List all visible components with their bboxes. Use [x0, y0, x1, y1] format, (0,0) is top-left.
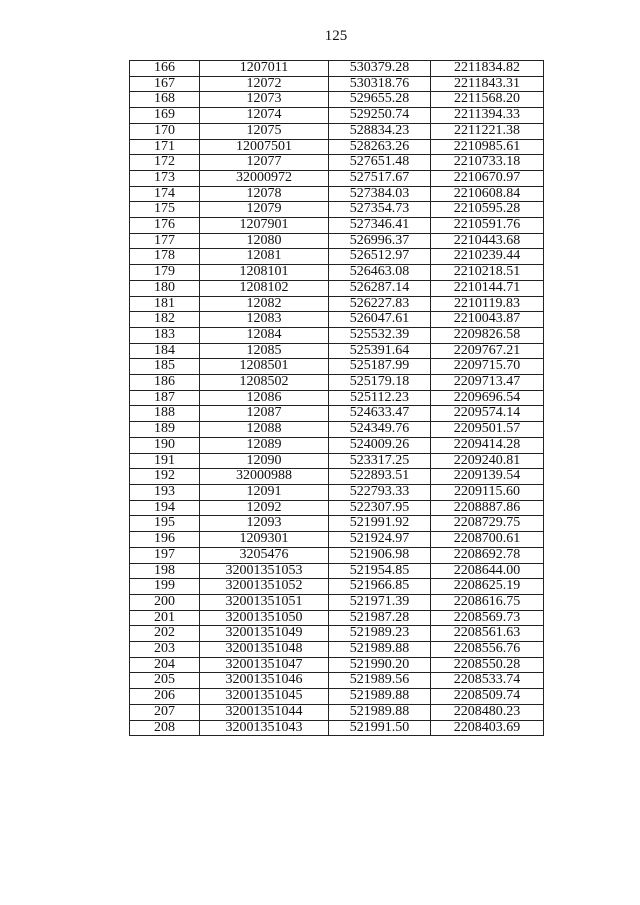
table-row: [130, 375, 544, 391]
y-coordinate-cell: 2208700.61: [431, 532, 544, 548]
y-coordinate-cell: 2208533.74: [431, 673, 544, 689]
x-coordinate-cell: 521989.88: [329, 689, 431, 705]
x-coordinate-cell: 521991.50: [329, 720, 431, 736]
row-number-cell: 183: [130, 327, 200, 343]
point-id-cell: 12091: [200, 484, 329, 500]
y-coordinate-cell: 2209139.54: [431, 469, 544, 485]
row-number-cell: 205: [130, 673, 200, 689]
row-number-cell: 169: [130, 108, 200, 124]
table-row: [130, 108, 544, 124]
table-row: [130, 626, 544, 642]
y-coordinate-cell: 2210985.61: [431, 139, 544, 155]
x-coordinate-cell: 524633.47: [329, 406, 431, 422]
table-body: [130, 61, 544, 736]
point-id-cell: 1208501: [200, 359, 329, 375]
y-coordinate-cell: 2209115.60: [431, 484, 544, 500]
y-coordinate-cell: 2210144.71: [431, 280, 544, 296]
x-coordinate-cell: 530379.28: [329, 61, 431, 77]
point-id-cell: 32001351044: [200, 704, 329, 720]
x-coordinate-cell: 526047.61: [329, 312, 431, 328]
table-row: [130, 516, 544, 532]
point-id-cell: 12077: [200, 155, 329, 171]
x-coordinate-cell: 521991.92: [329, 516, 431, 532]
row-number-cell: 203: [130, 642, 200, 658]
x-coordinate-cell: 521971.39: [329, 594, 431, 610]
row-number-cell: 182: [130, 312, 200, 328]
row-number-cell: 187: [130, 390, 200, 406]
table-row: [130, 280, 544, 296]
x-coordinate-cell: 526227.83: [329, 296, 431, 312]
x-coordinate-cell: 521924.97: [329, 532, 431, 548]
point-id-cell: 12092: [200, 500, 329, 516]
table-row: [130, 422, 544, 438]
table-row: [130, 673, 544, 689]
table-row: [130, 233, 544, 249]
row-number-cell: 179: [130, 265, 200, 281]
x-coordinate-cell: 525532.39: [329, 327, 431, 343]
row-number-cell: 197: [130, 547, 200, 563]
point-id-cell: 12085: [200, 343, 329, 359]
x-coordinate-cell: 522307.95: [329, 500, 431, 516]
row-number-cell: 200: [130, 594, 200, 610]
y-coordinate-cell: 2209713.47: [431, 375, 544, 391]
y-coordinate-cell: 2211568.20: [431, 92, 544, 108]
point-id-cell: 12075: [200, 123, 329, 139]
y-coordinate-cell: 2209240.81: [431, 453, 544, 469]
y-coordinate-cell: 2208561.63: [431, 626, 544, 642]
x-coordinate-cell: 524009.26: [329, 437, 431, 453]
row-number-cell: 167: [130, 76, 200, 92]
row-number-cell: 166: [130, 61, 200, 77]
y-coordinate-cell: 2209826.58: [431, 327, 544, 343]
point-id-cell: 32001351043: [200, 720, 329, 736]
point-id-cell: 12072: [200, 76, 329, 92]
y-coordinate-cell: 2209501.57: [431, 422, 544, 438]
x-coordinate-cell: 521989.88: [329, 642, 431, 658]
x-coordinate-cell: 526512.97: [329, 249, 431, 265]
row-number-cell: 208: [130, 720, 200, 736]
x-coordinate-cell: 529655.28: [329, 92, 431, 108]
x-coordinate-cell: 522793.33: [329, 484, 431, 500]
row-number-cell: 177: [130, 233, 200, 249]
x-coordinate-cell: 527346.41: [329, 218, 431, 234]
row-number-cell: 198: [130, 563, 200, 579]
point-id-cell: 12074: [200, 108, 329, 124]
point-id-cell: 32001351049: [200, 626, 329, 642]
y-coordinate-cell: 2209696.54: [431, 390, 544, 406]
x-coordinate-cell: 527517.67: [329, 170, 431, 186]
page-number: 125: [324, 28, 348, 44]
table-row: [130, 579, 544, 595]
table-row: [130, 92, 544, 108]
x-coordinate-cell: 521954.85: [329, 563, 431, 579]
y-coordinate-cell: 2210670.97: [431, 170, 544, 186]
table-row: [130, 453, 544, 469]
point-id-cell: 12007501: [200, 139, 329, 155]
point-id-cell: 12088: [200, 422, 329, 438]
point-id-cell: 1209301: [200, 532, 329, 548]
y-coordinate-cell: 2210591.76: [431, 218, 544, 234]
x-coordinate-cell: 525179.18: [329, 375, 431, 391]
row-number-cell: 175: [130, 202, 200, 218]
table-row: [130, 390, 544, 406]
y-coordinate-cell: 2211843.31: [431, 76, 544, 92]
x-coordinate-cell: 527354.73: [329, 202, 431, 218]
row-number-cell: 171: [130, 139, 200, 155]
point-id-cell: 12082: [200, 296, 329, 312]
point-id-cell: 3205476: [200, 547, 329, 563]
y-coordinate-cell: 2209414.28: [431, 437, 544, 453]
row-number-cell: 186: [130, 375, 200, 391]
row-number-cell: 184: [130, 343, 200, 359]
x-coordinate-cell: 522893.51: [329, 469, 431, 485]
y-coordinate-cell: 2210218.51: [431, 265, 544, 281]
table-row: [130, 139, 544, 155]
row-number-cell: 170: [130, 123, 200, 139]
table-row: [130, 469, 544, 485]
row-number-cell: 201: [130, 610, 200, 626]
row-number-cell: 173: [130, 170, 200, 186]
table-row: [130, 704, 544, 720]
table-row: [130, 186, 544, 202]
table-row: [130, 720, 544, 736]
point-id-cell: 1208502: [200, 375, 329, 391]
row-number-cell: 195: [130, 516, 200, 532]
table-row: [130, 312, 544, 328]
y-coordinate-cell: 2208887.86: [431, 500, 544, 516]
x-coordinate-cell: 521966.85: [329, 579, 431, 595]
row-number-cell: 206: [130, 689, 200, 705]
table-row: [130, 500, 544, 516]
point-id-cell: 32001351047: [200, 657, 329, 673]
x-coordinate-cell: 525187.99: [329, 359, 431, 375]
table-row: [130, 265, 544, 281]
point-id-cell: 12084: [200, 327, 329, 343]
x-coordinate-cell: 521989.88: [329, 704, 431, 720]
row-number-cell: 181: [130, 296, 200, 312]
row-number-cell: 174: [130, 186, 200, 202]
table-row: [130, 296, 544, 312]
x-coordinate-cell: 526996.37: [329, 233, 431, 249]
row-number-cell: 190: [130, 437, 200, 453]
table-row: [130, 218, 544, 234]
y-coordinate-cell: 2210595.28: [431, 202, 544, 218]
point-id-cell: 12073: [200, 92, 329, 108]
point-id-cell: 12089: [200, 437, 329, 453]
table-row: [130, 202, 544, 218]
x-coordinate-cell: 529250.74: [329, 108, 431, 124]
y-coordinate-cell: 2208509.74: [431, 689, 544, 705]
x-coordinate-cell: 521987.28: [329, 610, 431, 626]
table-row: [130, 249, 544, 265]
y-coordinate-cell: 2210733.18: [431, 155, 544, 171]
coordinates-table: [129, 60, 544, 736]
row-number-cell: 178: [130, 249, 200, 265]
point-id-cell: 32001351053: [200, 563, 329, 579]
y-coordinate-cell: 2209574.14: [431, 406, 544, 422]
table-row: [130, 437, 544, 453]
table-row: [130, 170, 544, 186]
y-coordinate-cell: 2208403.69: [431, 720, 544, 736]
point-id-cell: 1207901: [200, 218, 329, 234]
row-number-cell: 180: [130, 280, 200, 296]
x-coordinate-cell: 528263.26: [329, 139, 431, 155]
row-number-cell: 189: [130, 422, 200, 438]
point-id-cell: 32001351046: [200, 673, 329, 689]
point-id-cell: 1208101: [200, 265, 329, 281]
point-id-cell: 32000988: [200, 469, 329, 485]
table-row: [130, 642, 544, 658]
x-coordinate-cell: 521906.98: [329, 547, 431, 563]
point-id-cell: 12087: [200, 406, 329, 422]
y-coordinate-cell: 2211221.38: [431, 123, 544, 139]
y-coordinate-cell: 2208480.23: [431, 704, 544, 720]
table-row: [130, 689, 544, 705]
point-id-cell: 32001351045: [200, 689, 329, 705]
y-coordinate-cell: 2209715.70: [431, 359, 544, 375]
table-row: [130, 610, 544, 626]
x-coordinate-cell: 527384.03: [329, 186, 431, 202]
row-number-cell: 202: [130, 626, 200, 642]
table-row: [130, 155, 544, 171]
y-coordinate-cell: 2208644.00: [431, 563, 544, 579]
y-coordinate-cell: 2210239.44: [431, 249, 544, 265]
y-coordinate-cell: 2208556.76: [431, 642, 544, 658]
row-number-cell: 196: [130, 532, 200, 548]
point-id-cell: 12079: [200, 202, 329, 218]
point-id-cell: 12090: [200, 453, 329, 469]
row-number-cell: 192: [130, 469, 200, 485]
y-coordinate-cell: 2208550.28: [431, 657, 544, 673]
row-number-cell: 191: [130, 453, 200, 469]
row-number-cell: 193: [130, 484, 200, 500]
y-coordinate-cell: 2210043.87: [431, 312, 544, 328]
y-coordinate-cell: 2208625.19: [431, 579, 544, 595]
table-row: [130, 594, 544, 610]
table-row: [130, 123, 544, 139]
table-row: [130, 484, 544, 500]
row-number-cell: 199: [130, 579, 200, 595]
table-row: [130, 327, 544, 343]
table-row: [130, 61, 544, 77]
row-number-cell: 194: [130, 500, 200, 516]
point-id-cell: 12080: [200, 233, 329, 249]
point-id-cell: 1208102: [200, 280, 329, 296]
x-coordinate-cell: 526463.08: [329, 265, 431, 281]
row-number-cell: 204: [130, 657, 200, 673]
point-id-cell: 12093: [200, 516, 329, 532]
point-id-cell: 12086: [200, 390, 329, 406]
y-coordinate-cell: 2208569.73: [431, 610, 544, 626]
x-coordinate-cell: 521990.20: [329, 657, 431, 673]
y-coordinate-cell: 2208616.75: [431, 594, 544, 610]
point-id-cell: 32000972: [200, 170, 329, 186]
point-id-cell: 32001351048: [200, 642, 329, 658]
y-coordinate-cell: 2209767.21: [431, 343, 544, 359]
table-row: [130, 343, 544, 359]
table-row: [130, 76, 544, 92]
row-number-cell: 176: [130, 218, 200, 234]
y-coordinate-cell: 2210608.84: [431, 186, 544, 202]
row-number-cell: 188: [130, 406, 200, 422]
y-coordinate-cell: 2211394.33: [431, 108, 544, 124]
x-coordinate-cell: 526287.14: [329, 280, 431, 296]
table-row: [130, 657, 544, 673]
x-coordinate-cell: 525112.23: [329, 390, 431, 406]
x-coordinate-cell: 527651.48: [329, 155, 431, 171]
row-number-cell: 207: [130, 704, 200, 720]
table-row: [130, 406, 544, 422]
x-coordinate-cell: 528834.23: [329, 123, 431, 139]
y-coordinate-cell: 2208729.75: [431, 516, 544, 532]
y-coordinate-cell: 2210119.83: [431, 296, 544, 312]
x-coordinate-cell: 521989.56: [329, 673, 431, 689]
table-row: [130, 359, 544, 375]
table-row: [130, 563, 544, 579]
y-coordinate-cell: 2211834.82: [431, 61, 544, 77]
point-id-cell: 12078: [200, 186, 329, 202]
x-coordinate-cell: 530318.76: [329, 76, 431, 92]
x-coordinate-cell: 524349.76: [329, 422, 431, 438]
point-id-cell: 32001351050: [200, 610, 329, 626]
row-number-cell: 185: [130, 359, 200, 375]
point-id-cell: 1207011: [200, 61, 329, 77]
table-row: [130, 547, 544, 563]
point-id-cell: 12083: [200, 312, 329, 328]
point-id-cell: 32001351052: [200, 579, 329, 595]
x-coordinate-cell: 521989.23: [329, 626, 431, 642]
y-coordinate-cell: 2210443.68: [431, 233, 544, 249]
y-coordinate-cell: 2208692.78: [431, 547, 544, 563]
table-row: [130, 532, 544, 548]
row-number-cell: 168: [130, 92, 200, 108]
point-id-cell: 12081: [200, 249, 329, 265]
point-id-cell: 32001351051: [200, 594, 329, 610]
x-coordinate-cell: 523317.25: [329, 453, 431, 469]
x-coordinate-cell: 525391.64: [329, 343, 431, 359]
row-number-cell: 172: [130, 155, 200, 171]
